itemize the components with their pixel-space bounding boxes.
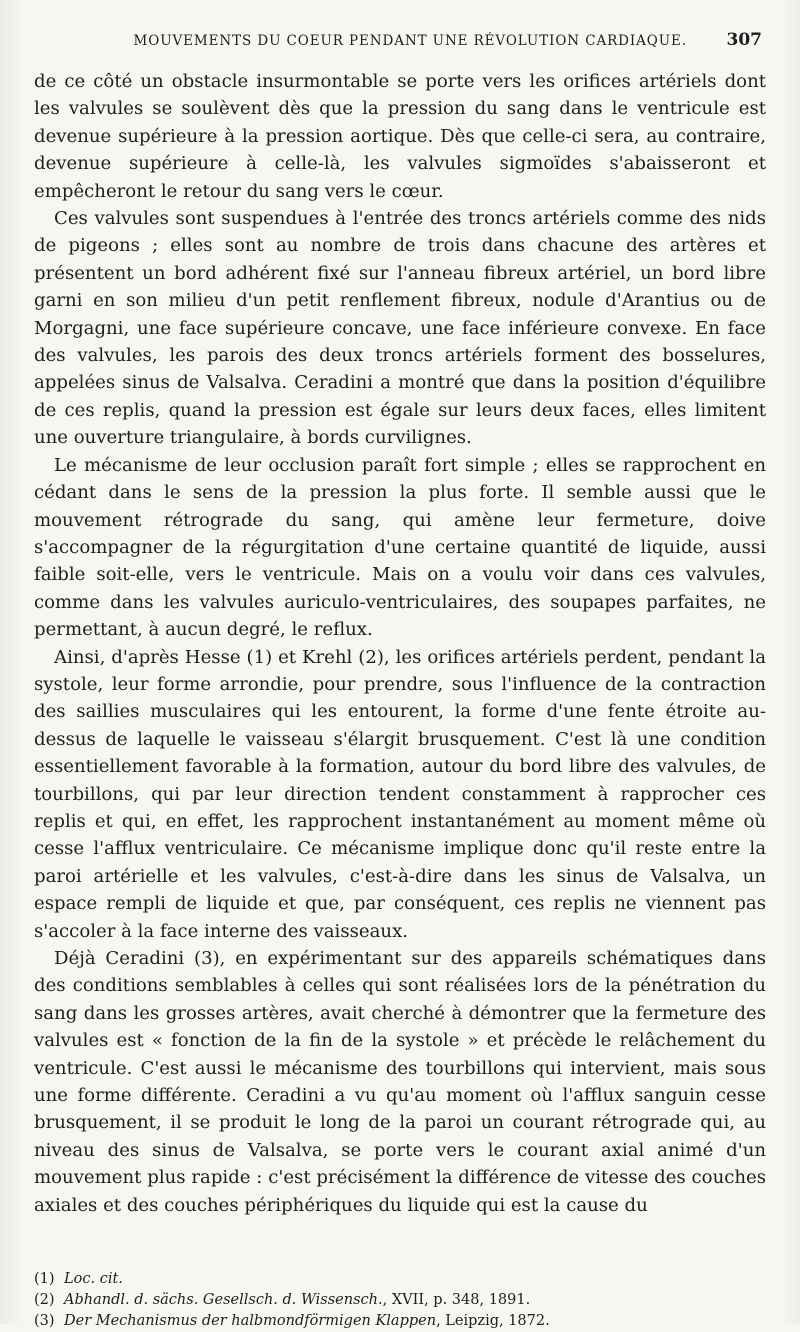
running-header bbox=[34, 30, 766, 58]
paragraph: Ainsi, d'après Hesse (1) et Krehl (2), les orifices artériels perdent, pendant la systole, leur forme arrondie, pour prendre, sous l'influence de la contraction des saillies musculaires qui les entourent, la forme d'une fente étroite au-dessus de laquelle le vaisseau s'élargit brusquement. C'est là une condition essentiellement favorable à la formation, autour du bord libre des valvules, de tourbillons, qui par leur direction tendent constamment à rapprocher ces replis et qui, en effet, les rapprochent instantanément au moment même où cesse l'afflux ventriculaire. Ce mécanisme implique donc qu'il reste entre la paroi artérielle et les valvules, c'est-à-dire dans les sinus de Valsalva, un espace rempli de liquide et que, par conséquent, ces replis ne viennent pas s'accoler à la face interne des vaisseaux. bbox=[34, 646, 766, 942]
footnote-mark: (2) bbox=[34, 1292, 55, 1309]
footnote-mark: (1) bbox=[34, 1271, 55, 1288]
running-title: MOUVEMENTS DU COEUR PENDANT UNE RÉVOLUTION CARDIAQUE. bbox=[133, 33, 687, 49]
paragraph: Ces valvules sont suspendues à l'entrée des troncs artériels comme des nids de pigeons ; elles sont au nombre de trois dans chacune des artères et présentent un bord adhérent fixé sur l'anneau fibreux artériel, un bord libre garni en son milieu d'un petit renflement fibreux, nodule d'Arantius ou de Morgagni, une face supérieure concave, une face inférieure convexe. En face des valvules, les parois des deux troncs artériels forment des bosselures, appelées sinus de Valsalva. Ceradini a montré que dans la position d'équilibre de ces replis, quand la pression est égale sur leurs deux faces, elles limitent une ouverture triangulaire, à bords curvilignes. bbox=[34, 208, 766, 449]
footnotes bbox=[34, 1269, 766, 1332]
page-number: 307 bbox=[726, 30, 762, 50]
paragraph: Déjà Ceradini (3), en expérimentant sur des appareils schématiques dans des conditions semblables à celles qui sont réalisées lors de la pénétration du sang dans les grosses artères, avait cherché à démontrer que la fermeture des valvules est « fonction de la fin de la systole » et précède le relâchement du ventricule. C'est aussi le mécanisme des tourbillons qui intervient, mais sous une forme différente. Ceradini a vu qu'au moment où l'afflux sanguin cesse brusquement, il se produit le long de la paroi un courant rétrograde qui, au niveau des sinus de Valsalva, se porte vers le courant axial animé d'un mouvement plus rapide : c'est précisément la différence de vitesse des couches axiales et des couches périphériques du liquide qui est la cause du bbox=[34, 948, 766, 1216]
footnote-title: Loc. cit. bbox=[64, 1271, 123, 1288]
footnote-mark: (3) bbox=[34, 1313, 55, 1330]
footnote-title: Abhandl. d. sächs. Gesellsch. d. Wissensch. bbox=[64, 1292, 383, 1309]
footnote-details: , Leipzig, 1872. bbox=[436, 1313, 550, 1330]
footnote bbox=[34, 1311, 766, 1332]
footnote-text bbox=[64, 1290, 530, 1311]
footnote bbox=[34, 1290, 766, 1311]
paragraph: Le mécanisme de leur occlusion paraît fort simple ; elles se rapprochent en cédant dans le sens de la pression la plus forte. Il semble aussi que le mouvement rétrograde du sang, qui amène leur fermeture, doive s'accompagner de la régurgitation d'une certaine quantité de liquide, aussi faible soit-elle, vers le ventricule. Mais on a voulu voir dans ces valvules, comme dans les valvules auriculo-ventriculaires, des soupapes parfaites, ne permettant, à aucun degré, le reflux. bbox=[34, 454, 766, 641]
footnote bbox=[34, 1269, 766, 1290]
body-text bbox=[34, 68, 766, 1219]
footnote-text bbox=[64, 1311, 550, 1332]
paragraph: de ce côté un obstacle insurmontable se porte vers les orifices artériels dont les valvules se soulèvent dès que la pression du sang dans le ventricule est devenue supérieure à la pression aortique. Dès que celle-ci sera, au contraire, devenue supérieure à celle-là, les valvules sigmoïdes s'abaisseront et empêcheront le retour du sang vers le cœur. bbox=[34, 71, 766, 202]
footnote-text bbox=[64, 1269, 123, 1290]
footnote-details: , XVII, p. 348, 1891. bbox=[382, 1292, 531, 1309]
footnote-title: Der Mechanismus der halbmondförmigen Klappen bbox=[64, 1313, 437, 1330]
